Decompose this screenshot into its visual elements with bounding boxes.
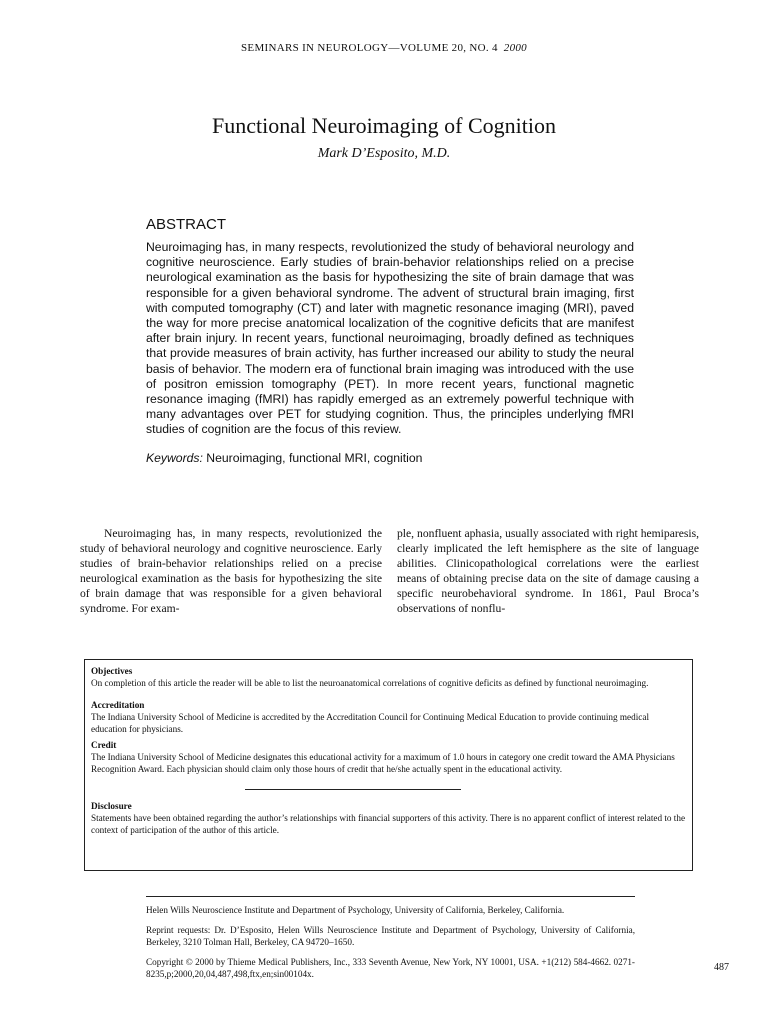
reprint-note: Reprint requests: Dr. D’Esposito, Helen Wills Neuroscience Institute and Department of Psychology, University of California, Berkeley, 3210 Tolman Hall, Berkeley, CA 94720–1650. [146, 925, 635, 947]
credit-text: The Indiana University School of Medicine designates this educational activity for a maximum of 1.0 hours in category one credit toward the AMA Physicians Recognition Award. Each physician should claim only those hours of credit that he/she actually spent in the educational activity. [91, 752, 675, 774]
affiliation-note: Helen Wills Neuroscience Institute and Department of Psychology, University of California, Berkeley, California. [146, 905, 565, 915]
abstract-heading: ABSTRACT [146, 216, 227, 233]
credit-section [91, 739, 686, 775]
disclosure-section [91, 800, 686, 836]
journal-year: 2000 [503, 42, 527, 54]
keywords-label: Keywords: [146, 451, 203, 465]
disclosure-heading: Disclosure [91, 801, 132, 811]
objectives-text: On completion of this article the reader will be able to list the neuroanatomical correlations of cognitive deficits as defined by functional neuroimaging. [91, 678, 649, 688]
page-number: 487 [714, 962, 729, 973]
footnotes [146, 904, 635, 988]
credit-heading: Credit [91, 740, 117, 750]
accreditation-heading: Accreditation [91, 700, 145, 710]
journal-header [0, 42, 768, 54]
disclosure-text: Statements have been obtained regarding the author’s relationships with financial supporters of this activity. There is no apparent conflict of interest related to the context of participation of the author of this article. [91, 813, 686, 835]
keywords [146, 451, 634, 465]
objectives-heading: Objectives [91, 666, 133, 676]
objectives-section [91, 665, 686, 689]
cme-box [84, 659, 693, 871]
article-author: Mark D’Esposito, M.D. [317, 146, 451, 161]
body-column-right: ple, nonfluent aphasia, usually associated with right hemiparesis, clearly implicated the left hemisphere as the site of language abilities. Clinicopathological correlations were the earliest means of obtaining precise data on the site of damage causing a specific neurobehavioral syndrome. In 1861, Paul Broca’s observations of nonflu- [397, 527, 699, 615]
accreditation-text: The Indiana University School of Medicine is accredited by the Accreditation Council for Continuing Medical Education to provide continuing medical education for physicians. [91, 712, 649, 734]
keywords-list: Neuroimaging, functional MRI, cognition [206, 451, 423, 465]
accreditation-section [91, 699, 686, 735]
article-title: Functional Neuroimaging of Cognition [211, 113, 557, 138]
footnote-rule [146, 896, 635, 897]
abstract-text: Neuroimaging has, in many respects, revolutionized the study of behavioral neurology and cognitive neuroscience. Early studies of brain-behavior relationships relied on a precise neurological examination as the basis for hypothesizing the site of brain damage that was responsible for a given behavioral syndrome. The advent of structural brain imaging, first with computed tomography (CT) and later with magnetic resonance imaging (MRI), paved the way for more precise anatomical localization of the cognitive deficits that are manifest after brain injury. In recent years, functional neuroimaging, broadly defined as techniques that provide measures of brain activity, has further increased our ability to study the neural basis of behavior. The modern era of functional brain imaging was introduced with the use of positron emission tomography (PET). In more recent years, functional magnetic resonance imaging (fMRI) has rapidly emerged as an extremely powerful technique with many advantages over PET for studying cognition. Thus, the principles underlying fMRI studies of cognition are the focus of this review. [146, 240, 634, 437]
cme-divider [245, 789, 461, 790]
journal-name: SEMINARS IN NEUROLOGY—VOLUME 20, NO. 4 [241, 42, 498, 54]
copyright-note: Copyright © 2000 by Thieme Medical Publishers, Inc., 333 Seventh Avenue, New York, NY 10001, USA. +1(212) 584-4662. 0271-8235,p;2000,20,04,487,498,ftx,en;sin00104x. [146, 957, 635, 979]
body-column-left: Neuroimaging has, in many respects, revolutionized the study of behavioral neurology and cognitive neuroscience. Early studies of brain-behavior relationships relied on a precise neurological examination as the basis for hypothesizing the site of brain damage that was responsible for a given behavioral syndrome. For exam- [80, 527, 382, 615]
